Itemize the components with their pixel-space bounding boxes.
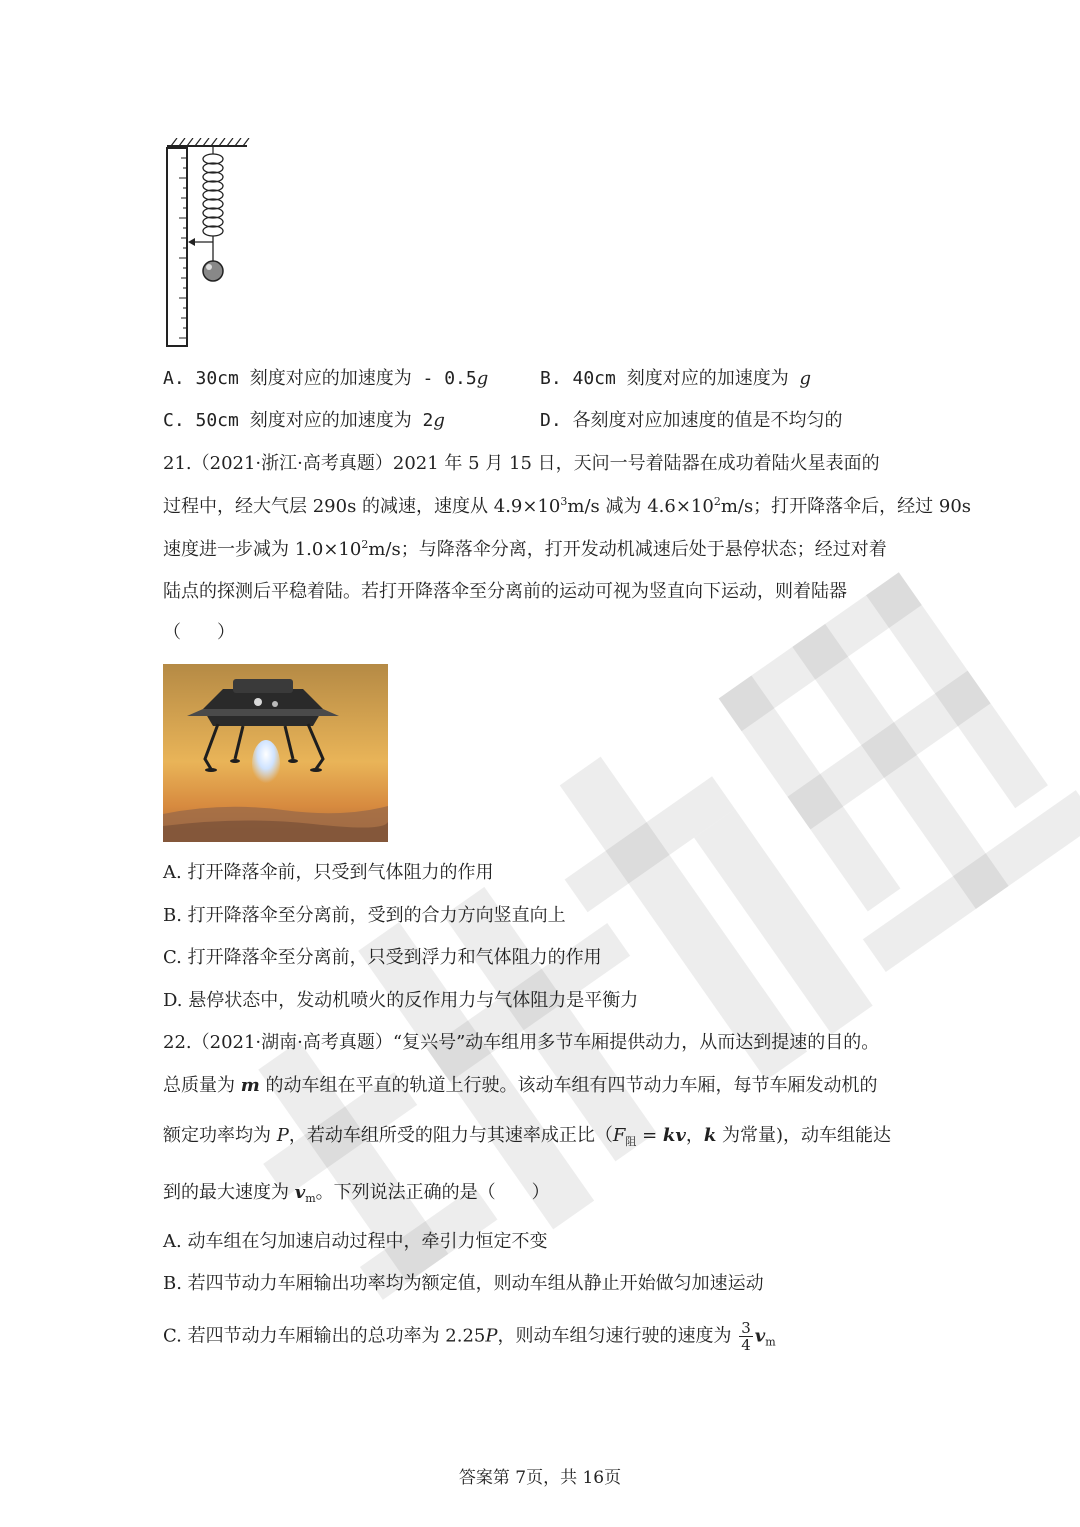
q21-stem-line3: 速度进一步减为 $1.0\times 10^2m/s$；与降落伞分离，打开发动机减速后处于悬停状态；经过对着 (163, 538, 887, 560)
q21-stem-line1: 21.（2021·浙江·高考真题）2021 年 5 月 15 日，天问一号着陆器在成功着陆火星表面的 (163, 453, 880, 474)
q20-option-a: A. 30cm 刻度对应的加速度为 - 0.5g (163, 368, 489, 389)
q22-stem-line1: 22.（2021·湖南·高考真题）“复兴号”动车组用多节车厢提供动力，从而达到提速的目的。 (163, 1032, 880, 1053)
page-footer: 答案第 7页，共 16页 (458, 1468, 622, 1488)
q22-option-b: B. 若四节动力车厢输出功率均为额定值，则动车组从静止开始做匀加速运动 (163, 1273, 764, 1294)
q22-stem-line2: 总质量为 m 的动车组在平直的轨道上行驶。该动车组有四节动力车厢，每节车厢发动机的 (163, 1075, 878, 1096)
q21-option-b: B. 打开降落伞至分离前，受到的合力方向竖直向上 (163, 905, 566, 926)
q22-option-a: A. 动车组在匀加速启动过程中，牵引力恒定不变 (163, 1231, 548, 1252)
q22-stem-line3: 额定功率均为 P，若动车组所受的阻力与其速率成正比（$F_阻$ = kv，k 为常量)，动车组能达 (163, 1125, 892, 1148)
q21-stem-line2: 过程中，经大气层 290s 的减速，速度从 $4.9\times 10^3m/s$ 减为 $4.6\times 10^2m/s$；打开降落伞后，经过 90s (163, 495, 972, 517)
fraction-three-quarters: $\frac{3}{4}$ (741, 1319, 751, 1354)
q21-option-c: C. 打开降落伞至分离前，只受到浮力和气体阻力的作用 (163, 947, 602, 968)
spring-scale-figure (163, 138, 278, 350)
q22-stem-line4: 到的最大速度为 $v_m$。下列说法正确的是（ ） (163, 1182, 550, 1205)
q20-option-c: C. 50cm 刻度对应的加速度为 2g (163, 410, 445, 431)
q21-option-d: D. 悬停状态中，发动机喷火的反作用力与气体阻力是平衡力 (163, 990, 639, 1011)
q21-answer-bracket: （ ） (163, 622, 235, 643)
q20-option-b: B. 40cm 刻度对应的加速度为 g (540, 368, 812, 389)
q21-option-a: A. 打开降落伞前，只受到气体阻力的作用 (163, 862, 494, 883)
q20-option-d: D. 各刻度对应加速度的值是不均匀的 (540, 410, 843, 431)
q21-stem-line4: 陆点的探测后平稳着陆。若打开降落伞至分离前的运动可视为竖直向下运动，则着陆器 (163, 581, 847, 602)
q22-option-c: C. 若四节动力车厢输出的总功率为 2.25P，则动车组匀速行驶的速度为 $\frac{3}{4}$ $v_m$ (163, 1319, 776, 1354)
mars-lander-photo (163, 664, 388, 842)
